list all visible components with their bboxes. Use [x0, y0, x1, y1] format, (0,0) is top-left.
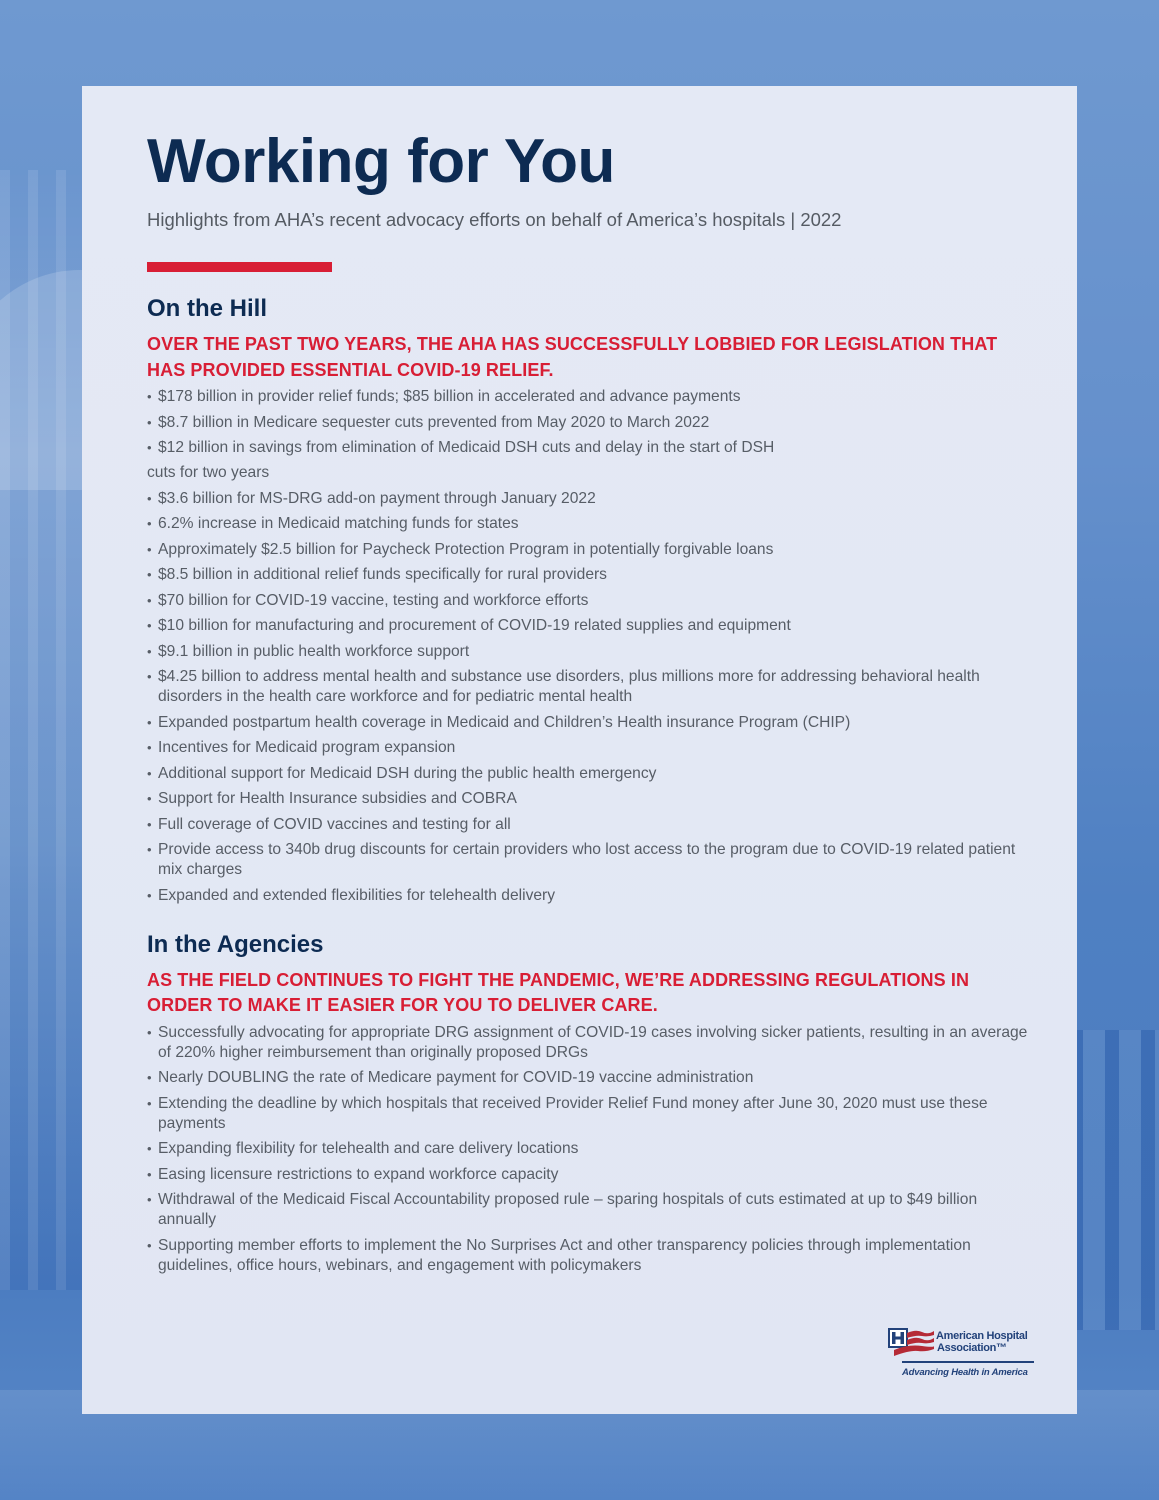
list-item: • Provide access to 340b drug discounts for certain providers who lost access to the program due to COVID-19 related patient mix charges	[147, 841, 1016, 878]
list-item: • 6.2% increase in Medicaid matching funds for states	[147, 515, 519, 532]
list-item: • $3.6 billion for MS-DRG add-on payment through January 2022	[147, 489, 596, 507]
bullet-list	[147, 1023, 1037, 1276]
list-item: • Full coverage of COVID vaccines and testing for all	[147, 815, 511, 833]
content-column	[147, 126, 1037, 1281]
bullet-icon: •	[147, 643, 152, 659]
section-lead: AS THE FIELD CONTINUES TO FIGHT THE PANDEMIC, WE’RE ADDRESSING REGULATIONS IN ORDER TO MAKE IT EASIER FOR YOU TO DELIVER CARE.	[147, 969, 970, 1015]
list-item: • Additional support for Medicaid DSH during the public health emergency	[147, 764, 657, 782]
bullet-icon: •	[147, 490, 152, 506]
logo-name: American Hospital Association™	[936, 1330, 1028, 1354]
bullet-list	[147, 387, 1037, 906]
list-item: • Support for Health Insurance subsidies and COBRA	[147, 790, 517, 807]
list-item: • Nearly DOUBLING the rate of Medicare payment for COVID-19 vaccine administration	[147, 1069, 754, 1086]
list-item: • Incentives for Medicaid program expansion	[147, 739, 456, 756]
bullet-icon: •	[147, 1237, 152, 1253]
bullet-icon: •	[147, 541, 152, 557]
red-accent-divider	[147, 262, 332, 272]
bullet-icon: •	[147, 791, 152, 806]
bullet-icon: •	[147, 1192, 152, 1207]
bullet-icon: •	[147, 669, 152, 684]
bullet-icon: •	[147, 1024, 152, 1040]
list-item: • $9.1 billion in public health workforce support	[147, 642, 470, 660]
logo-tagline: Advancing Health in America	[902, 1367, 1028, 1378]
section-title: On the Hill	[147, 295, 267, 322]
bullet-icon: •	[147, 1166, 152, 1182]
bullet-icon: •	[147, 618, 152, 633]
bullet-icon: •	[147, 1070, 152, 1085]
bullet-icon: •	[147, 842, 152, 857]
bullet-icon: •	[147, 714, 152, 730]
bullet-icon: •	[147, 440, 152, 455]
page-subtitle: Highlights from AHA’s recent advocacy efforts on behalf of America’s hospitals | 2022	[147, 209, 842, 230]
list-item: • $10 billion for manufacturing and procurement of COVID-19 related supplies and equipment	[147, 617, 791, 634]
list-item: • Expanded postpartum health coverage in Medicaid and Children’s Health insurance Program (CHIP)	[147, 713, 851, 731]
bullet-icon: •	[147, 1141, 152, 1156]
list-item: • $4.25 billion to address mental health and substance use disorders, plus millions more for addressing behavioral health disorders in the health care workforce and for pediatric mental health	[147, 668, 980, 705]
list-item-continuation: cuts for two years	[147, 464, 270, 481]
background-building-image-right	[1069, 1030, 1159, 1330]
list-item: • Expanded and extended flexibilities for telehealth delivery	[147, 886, 556, 904]
bullet-icon: •	[147, 887, 152, 903]
section-in-the-agencies	[147, 930, 1037, 1276]
logo-divider	[902, 1361, 1034, 1363]
list-item: • Approximately $2.5 billion for Paycheck Protection Program in potentially forgivable loans	[147, 540, 774, 558]
list-item: • Expanding flexibility for telehealth and care delivery locations	[147, 1140, 579, 1157]
bullet-icon: •	[147, 414, 152, 430]
content-panel	[82, 86, 1077, 1414]
list-item: • Withdrawal of the Medicaid Fiscal Accountability proposed rule – sparing hospitals of cuts estimated at up to $49 billion annually	[147, 1191, 978, 1228]
list-item: • Easing licensure restrictions to expand workforce capacity	[147, 1165, 559, 1183]
aha-logo	[888, 1326, 1038, 1388]
bullet-icon: •	[147, 765, 152, 781]
section-on-the-hill	[147, 294, 1037, 906]
bullet-icon: •	[147, 567, 152, 582]
section-lead: OVER THE PAST TWO YEARS, THE AHA HAS SUCCESSFULLY LOBBIED FOR LEGISLATION THAT HAS PROVIDED ESSENTIAL COVID-19 RELIEF.	[147, 334, 998, 380]
list-item: • $8.7 billion in Medicare sequester cuts prevented from May 2020 to March 2022	[147, 413, 710, 431]
list-item: • $12 billion in savings from elimination of Medicaid DSH cuts and delay in the start of DSH	[147, 439, 775, 456]
page-title: Working for You	[147, 127, 615, 196]
list-item: • Extending the deadline by which hospitals that received Provider Relief Fund money after June 30, 2020 must use these payments	[147, 1094, 988, 1132]
section-title: In the Agencies	[147, 930, 324, 958]
bullet-icon: •	[147, 1095, 152, 1111]
bullet-icon: •	[147, 389, 152, 404]
bullet-icon: •	[147, 516, 152, 531]
list-item: • Supporting member efforts to implement the No Surprises Act and other transparency policies through implementation guidelines, office hours, webinars, and engagement with policymakers	[147, 1236, 971, 1274]
list-item: • $70 billion for COVID-19 vaccine, testing and workforce efforts	[147, 591, 589, 609]
list-item: • $8.5 billion in additional relief funds specifically for rural providers	[147, 566, 607, 583]
aha-flag-h-icon	[888, 1328, 934, 1358]
bullet-icon: •	[147, 592, 152, 608]
bullet-icon: •	[147, 740, 152, 755]
list-item: • Successfully advocating for appropriate DRG assignment of COVID-19 cases involving sicker patients, resulting in an average of 220% higher reimbursement than originally proposed DRGs	[147, 1023, 1028, 1061]
list-item: • $178 billion in provider relief funds; $85 billion in accelerated and advance payments	[147, 388, 741, 405]
bullet-icon: •	[147, 816, 152, 832]
